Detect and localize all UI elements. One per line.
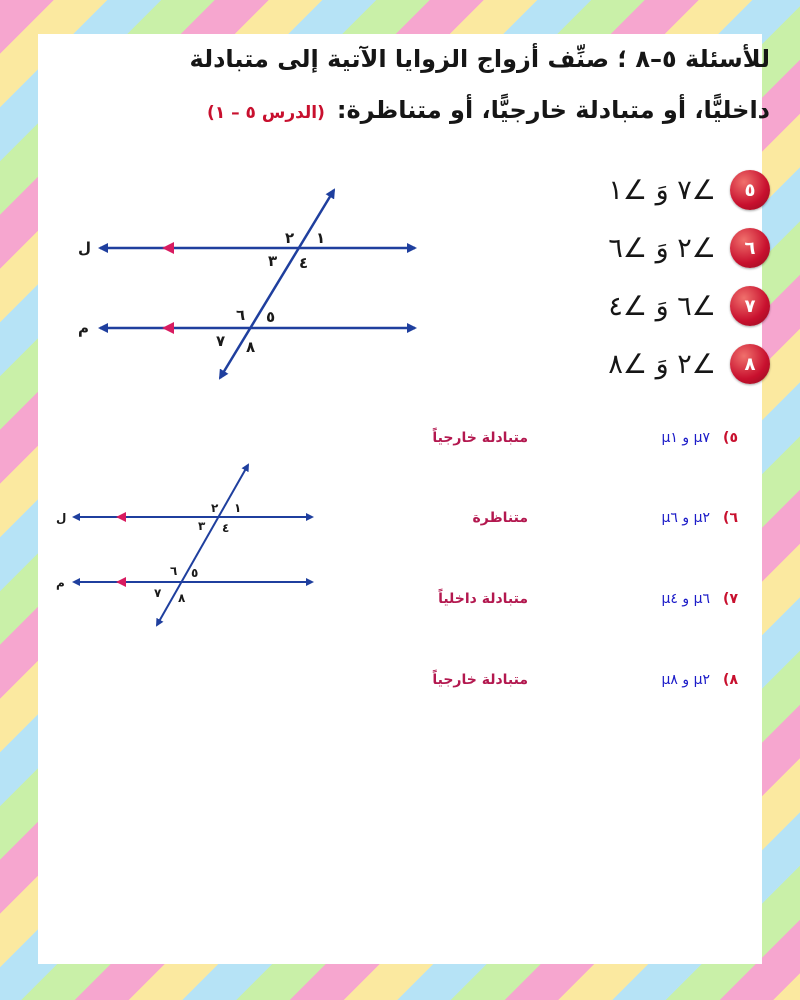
parallel-marker	[116, 512, 126, 522]
line-label-l: ل	[56, 511, 67, 525]
answer-item	[398, 672, 738, 694]
answer-angle-pair: µ٢ و µ٨	[661, 672, 710, 688]
line-label-m: م	[78, 319, 89, 337]
angle-label-4: ٤	[222, 521, 230, 535]
line-label-l: ل	[78, 239, 92, 257]
answer-classification: متبادلة خارجياً	[432, 430, 528, 446]
question-number-badge: ٦	[730, 228, 770, 268]
angle-label-1: ١	[316, 229, 326, 247]
question-text: ∠٧ وَ ∠١	[608, 174, 716, 206]
angle-label-8: ٨	[178, 591, 186, 605]
parallel-lines-diagram	[70, 180, 430, 390]
answer-classification: متبادلة داخلياً	[438, 591, 528, 607]
question-item	[608, 228, 770, 268]
question-number-badge: ٥	[730, 170, 770, 210]
angle-label-4: ٤	[299, 254, 309, 272]
line-label-m: م	[56, 576, 65, 590]
answer-angle-pair: µ٦ و µ٤	[661, 591, 710, 607]
question-text: ∠٦ وَ ∠٤	[608, 290, 716, 322]
angle-label-5: ٥	[191, 566, 199, 580]
answer-classification: متبادلة خارجياً	[432, 672, 528, 688]
instructions-text: داخليًّا، أو متبادلة خارجيًّا، أو متناظرة:	[336, 96, 770, 124]
answer-angle-pair: µ٢ و µ٦	[661, 510, 710, 526]
answer-item	[398, 510, 738, 532]
answer-number: ٧)	[723, 591, 738, 607]
question-item	[608, 344, 770, 384]
angle-label-8: ٨	[246, 338, 256, 356]
lesson-reference: (الدرس ٥ – ١)	[207, 103, 325, 123]
question-number-badge: ٨	[730, 344, 770, 384]
transversal-line	[220, 190, 334, 378]
answer-classification: متناظرة	[472, 510, 528, 526]
parallel-marker	[116, 577, 126, 587]
answer-item	[398, 430, 738, 452]
angle-label-3: ٣	[268, 252, 278, 270]
angle-label-3: ٣	[198, 519, 206, 533]
answer-parallel-lines-diagram	[50, 455, 320, 635]
answer-number: ٦)	[723, 510, 738, 526]
angle-label-7: ٧	[216, 332, 226, 350]
parallel-marker	[162, 322, 174, 334]
angle-label-6: ٦	[170, 564, 178, 578]
angle-label-6: ٦	[236, 306, 246, 324]
answer-number: ٥)	[723, 430, 738, 446]
question-item	[608, 170, 770, 210]
question-number-badge: ٧	[730, 286, 770, 326]
angle-label-2: ٢	[285, 229, 295, 247]
answer-item	[398, 591, 738, 613]
question-text: ∠٢ وَ ∠٨	[608, 348, 716, 380]
parallel-marker	[162, 242, 174, 254]
angle-label-5: ٥	[266, 308, 276, 326]
angle-label-7: ٧	[154, 586, 162, 600]
transversal-line	[157, 465, 248, 625]
angle-label-2: ٢	[211, 501, 219, 515]
question-instructions-line2	[130, 96, 770, 124]
angle-label-1: ١	[234, 501, 242, 515]
question-item	[608, 286, 770, 326]
answer-angle-pair: µ٧ و µ١	[661, 430, 710, 446]
question-text: ∠٢ وَ ∠٦	[608, 232, 716, 264]
answer-number: ٨)	[723, 672, 738, 688]
question-instructions: للأسئلة ٥–٨ ؛ صنِّف أزواج الزوايا الآتية إلى متبادلة	[189, 45, 770, 73]
